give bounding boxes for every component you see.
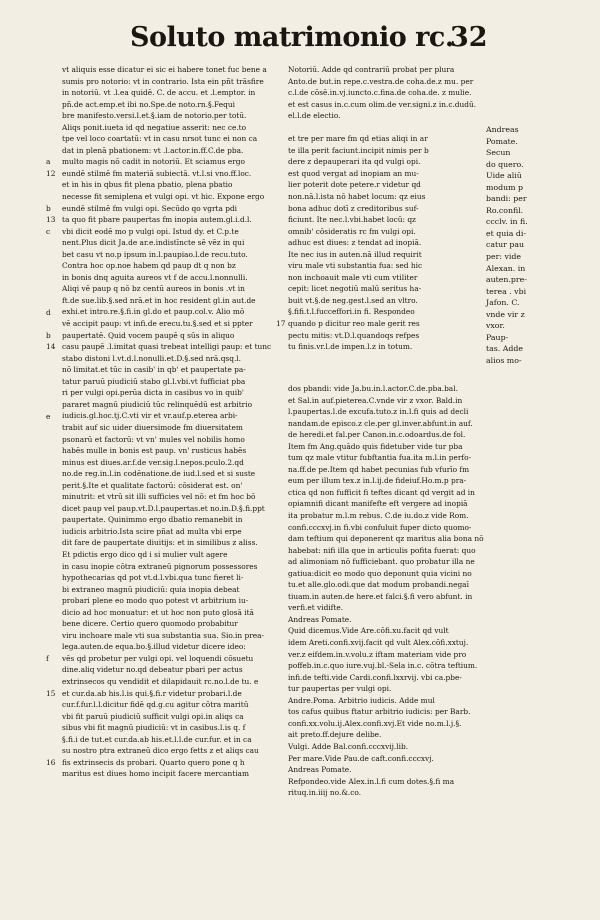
text-line: non inchoauit male vti cum vtiliter [288,272,418,282]
margin-note: vnde vir z [486,309,525,319]
text-line: dos pbandi: vide Ja.bu.in.l.actor.C.de.pba.bal. [288,384,458,393]
text-line: iudicis.gl.hoc.tj.C.vti vir et vr.auf.p.eterea arbi- [62,411,238,421]
margin-note: et quia di- [486,228,526,238]
text-line: c.l.de cōsē.in.vj.iuncto.c.fina.de coha.de. z mulie. [288,88,472,98]
margin-note: alios mo- [486,355,522,365]
text-line: pectu mitis: vt.D.l.quandoqs refpes [288,330,420,340]
margin-number: 15 [46,688,56,698]
text-line: trabit auf sic uider diuersimode fm diuersitatem [62,422,243,432]
text-line: eundē stilmē fm materiā subiectā. vt.l.si vno.ff.loc. [62,168,252,178]
text-line: ft.de sue.lib.§.sed nrā.et in hoc resident gl.in aut.de [62,295,256,305]
margin-note: tas. Adde [486,344,523,354]
text-line: Item fm Ang.quādo quis fidetuber vide tur pba [288,441,463,451]
text-line: est quod vergat ad inopiam an mu- [288,168,419,178]
margin-note: Andreas [486,125,519,134]
margin-note: Jafon. C. [486,298,520,308]
margin-number: b [46,330,51,340]
text-line: stabo distoni l.vt.d.l.nonulli.et.D.§.sed nrā.qsq.l. [62,353,242,363]
text-line: ctica qd non fufficit fi teftes dicant qd vergit ad in [288,487,475,497]
margin-note: ccclv. in fi. [486,217,528,227]
text-line: lega.auten.de equa.bo.§.illud videtur dicere ideo: [62,642,246,652]
text-line: nō limitat.et tūc in casib' in qb' et paupertate pa- [62,365,246,375]
margin-number: 13 [46,215,56,225]
text-line: dine.aliq videtur no.qd debeatur pbari per actus [62,665,243,675]
text-line: psonarū et factorū: vt vn' mules vel nobilis homo [62,434,245,444]
text-line: l.paupertas.l.de excufa.tuto.z in.l.fi quis ad decli [288,407,469,417]
text-line: tu finis.vr.l.de impen.l.z in totum. [288,342,413,352]
text-line: dit fare de paupertate diuitijs: et in similibus z aliss. [62,538,258,548]
text-line: Refpondeo.vide Alex.in.l.fi cum dotes.§.fi ma [288,776,455,786]
text-line: Andreas Pomate. [288,765,352,775]
text-line: minus est diues.ar.f.de ver.sig.l.nepos.pculo.2.qd [62,457,244,467]
text-line: vēs qd probetur per vulgi opi. vel loquendi cōsuetu [62,653,254,663]
text-line: infi.de tefti.vide Cardi.confi.lxxrvij. vbi ca.pbe- [288,672,462,682]
right-margin-notes [486,124,566,366]
text-line: dicet paup vel paup.vt.D.l.paupertas.et no.in.D.§.fi.ppt [62,503,265,513]
text-line: casu paupē .l.imitat quasi trebeat intelligi paup: et tunc [62,342,272,352]
text-line: viru inchoare male vti sua substantia sua. Sio.in prea- [62,630,265,640]
text-line: Notoriū. Adde qd contrariū probat per plura [288,65,455,74]
text-line: su nostro ptra extraneū dico ergo fetts z et aliqs cau [62,746,259,756]
text-line: Aliqi vē paup q nō bz centū aureos in bonis .vt in [62,284,245,294]
margin-note: vxor. [486,321,505,331]
text-line: vē accipit paup: vt infi.de erecu.tu.§.sed et si ppter [62,319,253,329]
text-line: maritus est diues homo incipit facere mercantiam [62,769,249,779]
text-line: tpe vel loco coartatū: vt in casu nrsot tunc ei non ca [62,134,258,144]
text-line: sibus vbi fit magnū piudiciū: vt in casibus.l.is q. f [62,723,246,733]
text-line: tatur paruū piudiciū stabo gl.l.vbi.vt fufficiat pba [62,376,246,386]
text-line: Andreas Pomate. [288,614,352,624]
margin-number: c [46,226,51,236]
text-line: cepit: licet negotiū malū seritus ha- [288,284,422,294]
text-line: lier poterit dote petere.r videtur qd [288,180,421,190]
text-line: buit vt.§.de neg.gest.l.sed an vltro. [288,295,418,305]
text-line: in casu inopie cōtra extraneū pignorum possessores [62,561,258,571]
text-line: adhuc est diues: z tendat ad inopiā. [288,238,422,248]
text-line: tiuam.in auten.de here.et falci.§.fi vero abfunt. in [288,591,473,601]
text-line: perit.§.Ite et qualitate factorū: cōsiderat est. on' [62,480,243,490]
text-line: confi.xx.volu.ij.Alex.confi.xvj.Et vide no.m.l.j.§. [288,718,462,728]
text-line: Per mare.Vide Pau.de caft.confi.cccxvj. [288,753,434,763]
margin-number: 12 [46,168,56,178]
margin-number: e [46,411,51,421]
text-line: omnib' cōsideratis rc fm vulgi opi. [288,226,416,236]
right-text-column-top [276,64,490,353]
text-line: ita probatur m.l.m rebus. C.de iu.do.z vide Rom. [288,511,469,521]
text-line: opiamnifi dicant manifefte eft vergere ad inopiā [288,499,468,509]
text-line: sumis pro notorio: vt in contrario. Ista ein pñt trāsfire [62,76,264,86]
text-line: necesse fit semiplena et vulgi opi. vt hic. Expone ergo [62,192,265,202]
folio-number: 32 [450,22,488,53]
text-line: Anto.de but.in repe.c.vestra.de coha.de.z mu. per [288,76,474,86]
text-line: probari plene eo modo quo potest vt arbitrium iu- [62,596,249,606]
text-line: nent.Plus dicit Ja.de ar.e.indistīncte sē vēz in qui [62,238,245,248]
text-line: verfi.et vidifte. [288,603,344,613]
text-line: vbi fit paruū piudiciū sufficit vulgi opi.in aliqs ca [62,711,244,721]
text-line: minutrit: et vtrū sit illi sufficies vel nō: et fm hoc bō [62,492,256,502]
margin-number: d [46,307,51,317]
text-line: rituq.in.iiij no.&.co. [288,788,362,798]
text-line: et tre per mare fm qd etias aliqi in ar [288,134,428,144]
margin-number: a [46,157,51,167]
text-line: vbi dicit eodē mo p vulgi opi. Istud dy. et C.p.te [62,226,239,236]
text-line: vt aliquis esse dicatur ei sic ei habere tonet fuc bene a [62,65,267,74]
text-line: Andre.Poma. Arbitrio iudicis. Adde mul [288,695,435,705]
left-text-column [62,64,284,780]
text-line: et est casus in.c.cum olim.de ver.signi.z in.c.dudū. [288,99,477,109]
text-line: quando p dicitur reo male gerit res [288,319,420,329]
margin-note: Uide aliū [486,171,522,181]
text-line: iudicis arbitrio.Ista scire pñat ad multa vbi erpe [62,526,242,536]
text-line: na.ff.de pe.Item qd habet pecunias fub vfurīo fm [288,464,470,474]
text-line: bene dicere. Certio quero quomodo probabitur [62,619,238,629]
text-line: habēs mulle in bonis est paup. vn' rusticus habēs [62,446,247,456]
text-line: fis extrinsecis ds probari. Quarto quero pone q h [62,757,245,767]
text-line: Vulgi. Adde Bal.confi.cccxvij.lib. [288,741,409,751]
margin-note: bandi: per [486,194,527,204]
text-line: non.nā.l.ista nō habet locum: qz eius [288,192,426,202]
page-header [120,22,560,62]
text-line: dicio ad hoc monuatur: et ut hoc non puto glosā itā [62,607,254,617]
margin-number: 14 [46,342,56,352]
margin-note: catur pau [486,240,525,250]
text-line: Aliqs ponit.iueta id qd negatiue asserit: nec ce.to [62,122,247,132]
margin-note: auten.pre- [486,275,527,285]
text-line: dat in plenā pbationem: vt .l.actor.in.ff.C.de pba. [62,145,244,155]
text-line: el.l.de electio. [288,111,341,121]
text-line: hypothecarias qd pot vt.d.l.vbi.qua tunc fieret li- [62,573,244,583]
text-line: ad alimoniam nō fufficiebant. quo probatur illa ne [288,557,475,567]
text-line: dam teftium qui deponerent qz maritus alia bona nō [288,534,484,544]
text-line: ficiunt. Ite nec.l.vbi.habet locū: qz [288,215,416,225]
text-line: tu.et alle.glo.odi.que dat modum probandi.negaī [288,580,469,590]
text-line: bi extraneo magnū piudiciū: quia inopia debeat [62,584,240,594]
text-line: Ite nec ius in auten.nā illud requirit [288,249,422,259]
margin-note: terea . vbi [486,286,527,296]
text-line: ri per vulgi opi.perūa dicta in casibus vo in quib' [62,388,244,398]
text-line: Et pdictis ergo dico qd i si mulier vult agere [62,549,228,559]
text-line: Contra hoc op.noe habem qd paup dt q non bz [62,261,236,271]
text-line: bre manifesto.versi.l.et.§.iam de notorio.per totū. [62,111,247,121]
text-line: §.fifi.t.l.fucceffori.in fi. Respondeo [288,307,415,317]
margin-number: f [46,654,49,664]
margin-number: 17 [276,319,286,329]
text-line [288,122,490,134]
right-text-column-lower [288,383,538,799]
text-line: cur.f.fur.l.l.dicitur fidē qd.g.cu agitur cōtra maritū [62,700,249,710]
margin-note: Secun [486,148,511,158]
text-line: tum qz male vtitur fubftantia fua.ita m.l.in perfo- [288,453,472,463]
text-line: bona adhuc dotī z creditoribus suf- [288,203,419,213]
text-line: in bonis dnq aguita aureos vt f de accu.l.nonnulli. [62,272,248,282]
text-line: Quid dicemus.Vide Are.cōfi.xu.facit qd vult [288,626,449,636]
text-line: viru male vti substantia fua: sed hic [288,261,423,271]
text-line: tos cafus quibus ftatur arbitrio iudicis: per Barb. [288,707,471,717]
text-line: confi.cccxvj.in fi.vbi confuluit fuper dicto quomo- [288,522,472,532]
margin-note: Pomate. [486,136,518,146]
text-line: dere z depauperari ita qd vulgi opi. [288,157,421,167]
margin-note: Paup- [486,332,509,342]
text-line: habebat: nifi illa que in articulis pofita fuerat: quo [288,545,476,555]
text-line: gatiua:dicit eo modo quo deponunt quia vicini no [288,568,472,578]
text-line: idem Areti.confi.xvij.facit qd vult Alex.cōfi.xxtuj. [288,638,469,648]
margin-note: Alexan. in [486,263,526,273]
margin-note: per: vide [486,252,521,262]
text-line: pararet magnū piudiciū tūc relinquēdū est arbitrio [62,399,253,409]
text-line: bet casu vt no.p ipsum in.l.paupiao.l.de recu.tuto. [62,249,248,259]
text-line: paupertate. Quinimmo ergo dbatio remanebit in [62,515,243,525]
text-line: et Sal.in auf.pieterea.C.vnde vir z vxor. Bald.in [288,395,463,405]
text-line: extrinsecos qu vendidit et dilapidauit rc.no.l.de tu. e [62,676,259,686]
running-head: Soluto matrimonio rc. [130,22,454,53]
text-line: poffeb.in.c.quo iure.vuj.bl.-Sela in.c. cōtra teftium. [288,661,478,671]
margin-note: Ro.confil. [486,205,524,215]
margin-note: do quero. [486,159,524,169]
text-line: tur paupertas per vulgi opi. [288,684,392,694]
text-line: te illa perit faciunt.incipit nimis per b [288,145,429,155]
text-line: et in his in qbus fit plena pbatio, plena pbatio [62,180,233,190]
text-line: multo magis nō cadit in notoriū. Et sciamus ergo [62,157,245,167]
text-line: et cur.da.ab his.l.is qui.§.fi.r videtur probari.l.de [62,688,242,698]
margin-number: b [46,203,51,213]
text-line: §.fi.i de tut.et cur.da.ab his.et.l.l.de cur.fur. et in ca [62,734,252,744]
margin-number: 16 [46,758,56,767]
text-line: de heredi.et fal.per Canon.in.c.odoardus.de fol. [288,430,466,440]
text-line: exhi.et intro.re.§.fi.in gl.do et paup.col.v. Alio mō [62,307,245,317]
text-line: no.de reg.in.l.in codēnatione.de iud.l.sed et si suste [62,469,256,479]
text-line: in notoriū. vt .l.ea quidē. C. de accu. et .l.emptor. in [62,88,256,98]
margin-note: modum p [486,182,523,192]
text-line: paupertatē. Quid vocem paupē q sūs in aliquo [62,330,235,340]
text-line: ver.z eifdem.in.v.volu.z iftam materiam vide pro [288,649,467,659]
text-line: ait preto.ff.dejure delibe. [288,730,382,740]
text-line: nandam.de episco.z cle.per gl.inver.abfunt.in auf. [288,418,473,428]
text-line: eum per illum tex.z in.l.ij.de fideiuf.Ho.m.p pra- [288,476,467,486]
text-line: pñ.de act.emp.et ibi no.Spe.de noto.rn.§.Fequi [62,99,236,109]
text-line: ta quo fit pbare paupertas fm inopia autem.gl.i.d.l. [62,215,252,225]
text-line: eundē stilmē fm vulgi opi. Secūdo qo vgrta pdi [62,203,238,213]
